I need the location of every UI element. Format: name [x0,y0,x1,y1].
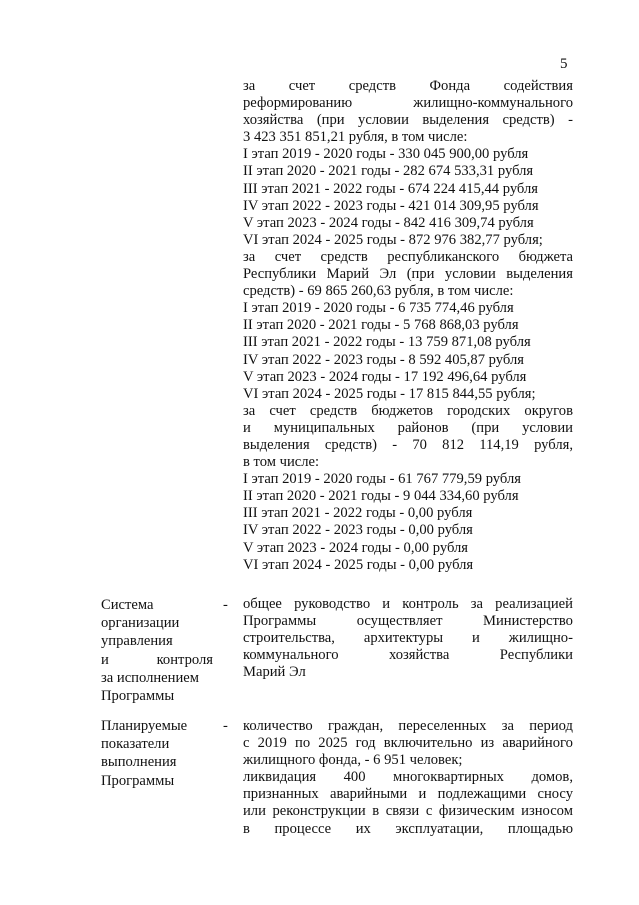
word: муниципальных [273,419,375,436]
label-line: Программы [101,687,175,704]
municipal-stage: IV этап 2022 - 2023 годы - 0,00 рубля [243,522,473,539]
word: хозяйства [388,647,450,664]
word: 812 [442,436,465,453]
word: (при [406,266,435,283]
word: содействия [503,78,573,94]
word: выделения [243,436,310,453]
word: средств [309,402,358,419]
word: граждан, [327,718,384,734]
management-line: Марий Эл [243,664,306,681]
word: строительства, [243,630,335,647]
word: эксплуатации, [395,820,484,837]
fund-line [243,112,573,129]
word: 70 [412,436,427,453]
fund-stage: II этап 2020 - 2021 годы - 282 674 533,31 рубля [243,163,534,180]
word: 2019 [257,735,287,752]
word: 114,19 [479,436,519,453]
word: районов [397,419,449,436]
fund-line [243,95,573,112]
republic-stage: III этап 2021 - 2022 годы - 13 759 871,08 рубля [243,334,531,351]
word: - [392,436,398,453]
word: площадью [507,820,573,837]
word: реформированию [243,95,353,112]
municipal-line [243,437,573,454]
word: выделения [506,266,573,283]
word: округов [524,402,573,419]
municipal-stage: I этап 2019 - 2020 годы - 61 767 779,59 рубля [243,471,521,488]
indicators-line [243,769,573,786]
label-line: показатели [101,736,170,753]
label-line: за исполнением [101,669,199,686]
word: по [295,735,311,752]
republic-line [243,249,573,266]
word: реализацией [495,596,573,612]
label-line: выполнения [101,754,177,771]
word: (при [471,419,500,436]
indicators-text [243,718,573,838]
word: Республики [499,647,573,664]
word: счет [288,78,316,94]
label-line: Программы [101,772,175,789]
republic-line [243,266,573,283]
word: физическим [438,803,515,820]
word: за [243,78,256,94]
management-label [101,596,213,705]
word: домов, [531,769,573,786]
indicators-label [101,717,213,790]
word: коммунального [243,647,339,664]
republic-stage: IV этап 2022 - 2023 годы - 8 592 405,87 рубля [243,351,524,368]
word: республиканского [387,248,500,265]
word: за [243,402,256,419]
word: или [243,803,266,820]
word: - [568,112,573,129]
word: Республики [243,266,317,283]
word: за [501,718,514,734]
management-line [243,647,573,664]
municipal-line: в том числе: [243,454,320,471]
fund-stage: IV этап 2022 - 2023 годы - 421 014 309,95 рубля [243,197,539,214]
word: многоквартирных [392,769,504,786]
word: Эл [379,266,397,283]
word: условии [444,266,496,283]
word: с [243,735,250,752]
word: и [101,651,109,668]
municipal-line [243,403,573,420]
word: из [480,735,495,752]
word: включительно [383,735,473,752]
municipal-stage: II этап 2020 - 2021 годы - 9 044 334,60 рубля [243,488,519,505]
word: средств [320,248,368,265]
label-line: Система [101,597,154,613]
word: Программы [243,613,317,630]
word: период [529,718,573,734]
word: условии [358,112,409,129]
word: аварийными [330,786,408,803]
word: и [382,596,391,612]
fund-line: 3 423 351 851,21 рубля, в том числе: [243,129,468,146]
word: количество [243,718,313,734]
management-line [243,630,573,647]
word: хозяйства [243,112,304,129]
word: Фонда [429,78,471,94]
word: в [243,820,250,837]
word: 400 [343,769,366,786]
word: реконструкции [272,803,366,820]
word: подлежащими [437,786,527,803]
word: рубля, [534,436,573,453]
indicators-line [243,821,573,838]
word: контроля [156,651,213,668]
word: жилищно- [508,630,573,647]
indicators-line [243,803,573,820]
word: ликвидация [243,769,317,786]
fund-stage: V этап 2023 - 2024 годы - 842 416 309,74 рубля [243,214,534,231]
word: условии [522,419,573,436]
word: (при [316,112,345,129]
word: контроль [402,596,459,612]
word: 2025 [318,735,348,752]
municipal-stage: VI этап 2024 - 2025 годы - 0,00 рубля [243,556,474,573]
word: связи [385,803,420,820]
fund-stage: I этап 2019 - 2020 годы - 330 045 900,00 рубля [243,146,529,163]
republic-line: средств) - 69 865 260,63 рубля, в том числе: [243,283,514,300]
label-line [101,651,213,669]
republic-stage: V этап 2023 - 2024 годы - 17 192 496,64 рубля [243,368,527,385]
word: процессе [274,820,332,837]
funding-block [243,78,573,574]
republic-stage: VI этап 2024 - 2025 годы - 17 815 844,55 рубля; [243,385,536,402]
word: и [418,786,427,803]
word: за [243,248,256,265]
word: сносу [537,786,573,803]
management-line [243,596,573,613]
word: жилищно-коммунального [413,95,573,112]
word: и [472,630,480,647]
word: руководство [294,596,371,612]
word: счет [274,248,302,265]
word: Марий [326,266,370,283]
label-line: организации [101,615,180,632]
word: бюджетов [371,402,433,419]
word: общее [243,596,282,612]
word: архитектуры [363,630,444,647]
word: городских [447,402,511,419]
word: их [355,820,371,837]
word: Министерство [483,613,573,630]
fund-stage: III этап 2021 - 2022 годы - 674 224 415,44 рубля [243,180,538,197]
label-line: Планируемые [101,718,188,734]
word: аварийного [502,735,573,752]
word: выделения [422,112,490,129]
republic-stage: II этап 2020 - 2021 годы - 5 768 868,03 рубля [243,317,519,334]
word: в [372,803,380,820]
label-line: управления [101,633,173,650]
word: с [425,803,433,820]
word: средств) [324,436,378,453]
word: и [243,419,251,436]
indicators-line [243,735,573,752]
word: за [470,596,483,612]
management-line [243,613,573,630]
word: год [355,735,376,752]
word: признанных [243,786,319,803]
word: счет [269,402,296,419]
indicators-line [243,718,573,735]
municipal-line [243,420,573,437]
page-number: 5 [560,56,568,72]
indicators-dash: - [223,718,228,734]
fund-stage: VI этап 2024 - 2025 годы - 872 976 382,77 рубля; [243,231,543,248]
word: износом [521,803,573,820]
word: осуществляет [356,613,443,630]
word: средств [348,78,396,94]
word: средств) [502,112,555,129]
management-dash: - [223,597,228,613]
municipal-stage: V этап 2023 - 2024 годы - 0,00 рубля [243,539,469,556]
word: бюджета [518,248,573,265]
indicators-line: жилищного фонда, - 6 951 человек; [243,752,463,769]
municipal-stage: III этап 2021 - 2022 годы - 0,00 рубля [243,505,473,522]
republic-stage: I этап 2019 - 2020 годы - 6 735 774,46 рубля [243,300,514,317]
fund-line [243,78,573,95]
management-text [243,596,573,681]
indicators-line [243,786,573,803]
word: переселенных [398,718,487,734]
